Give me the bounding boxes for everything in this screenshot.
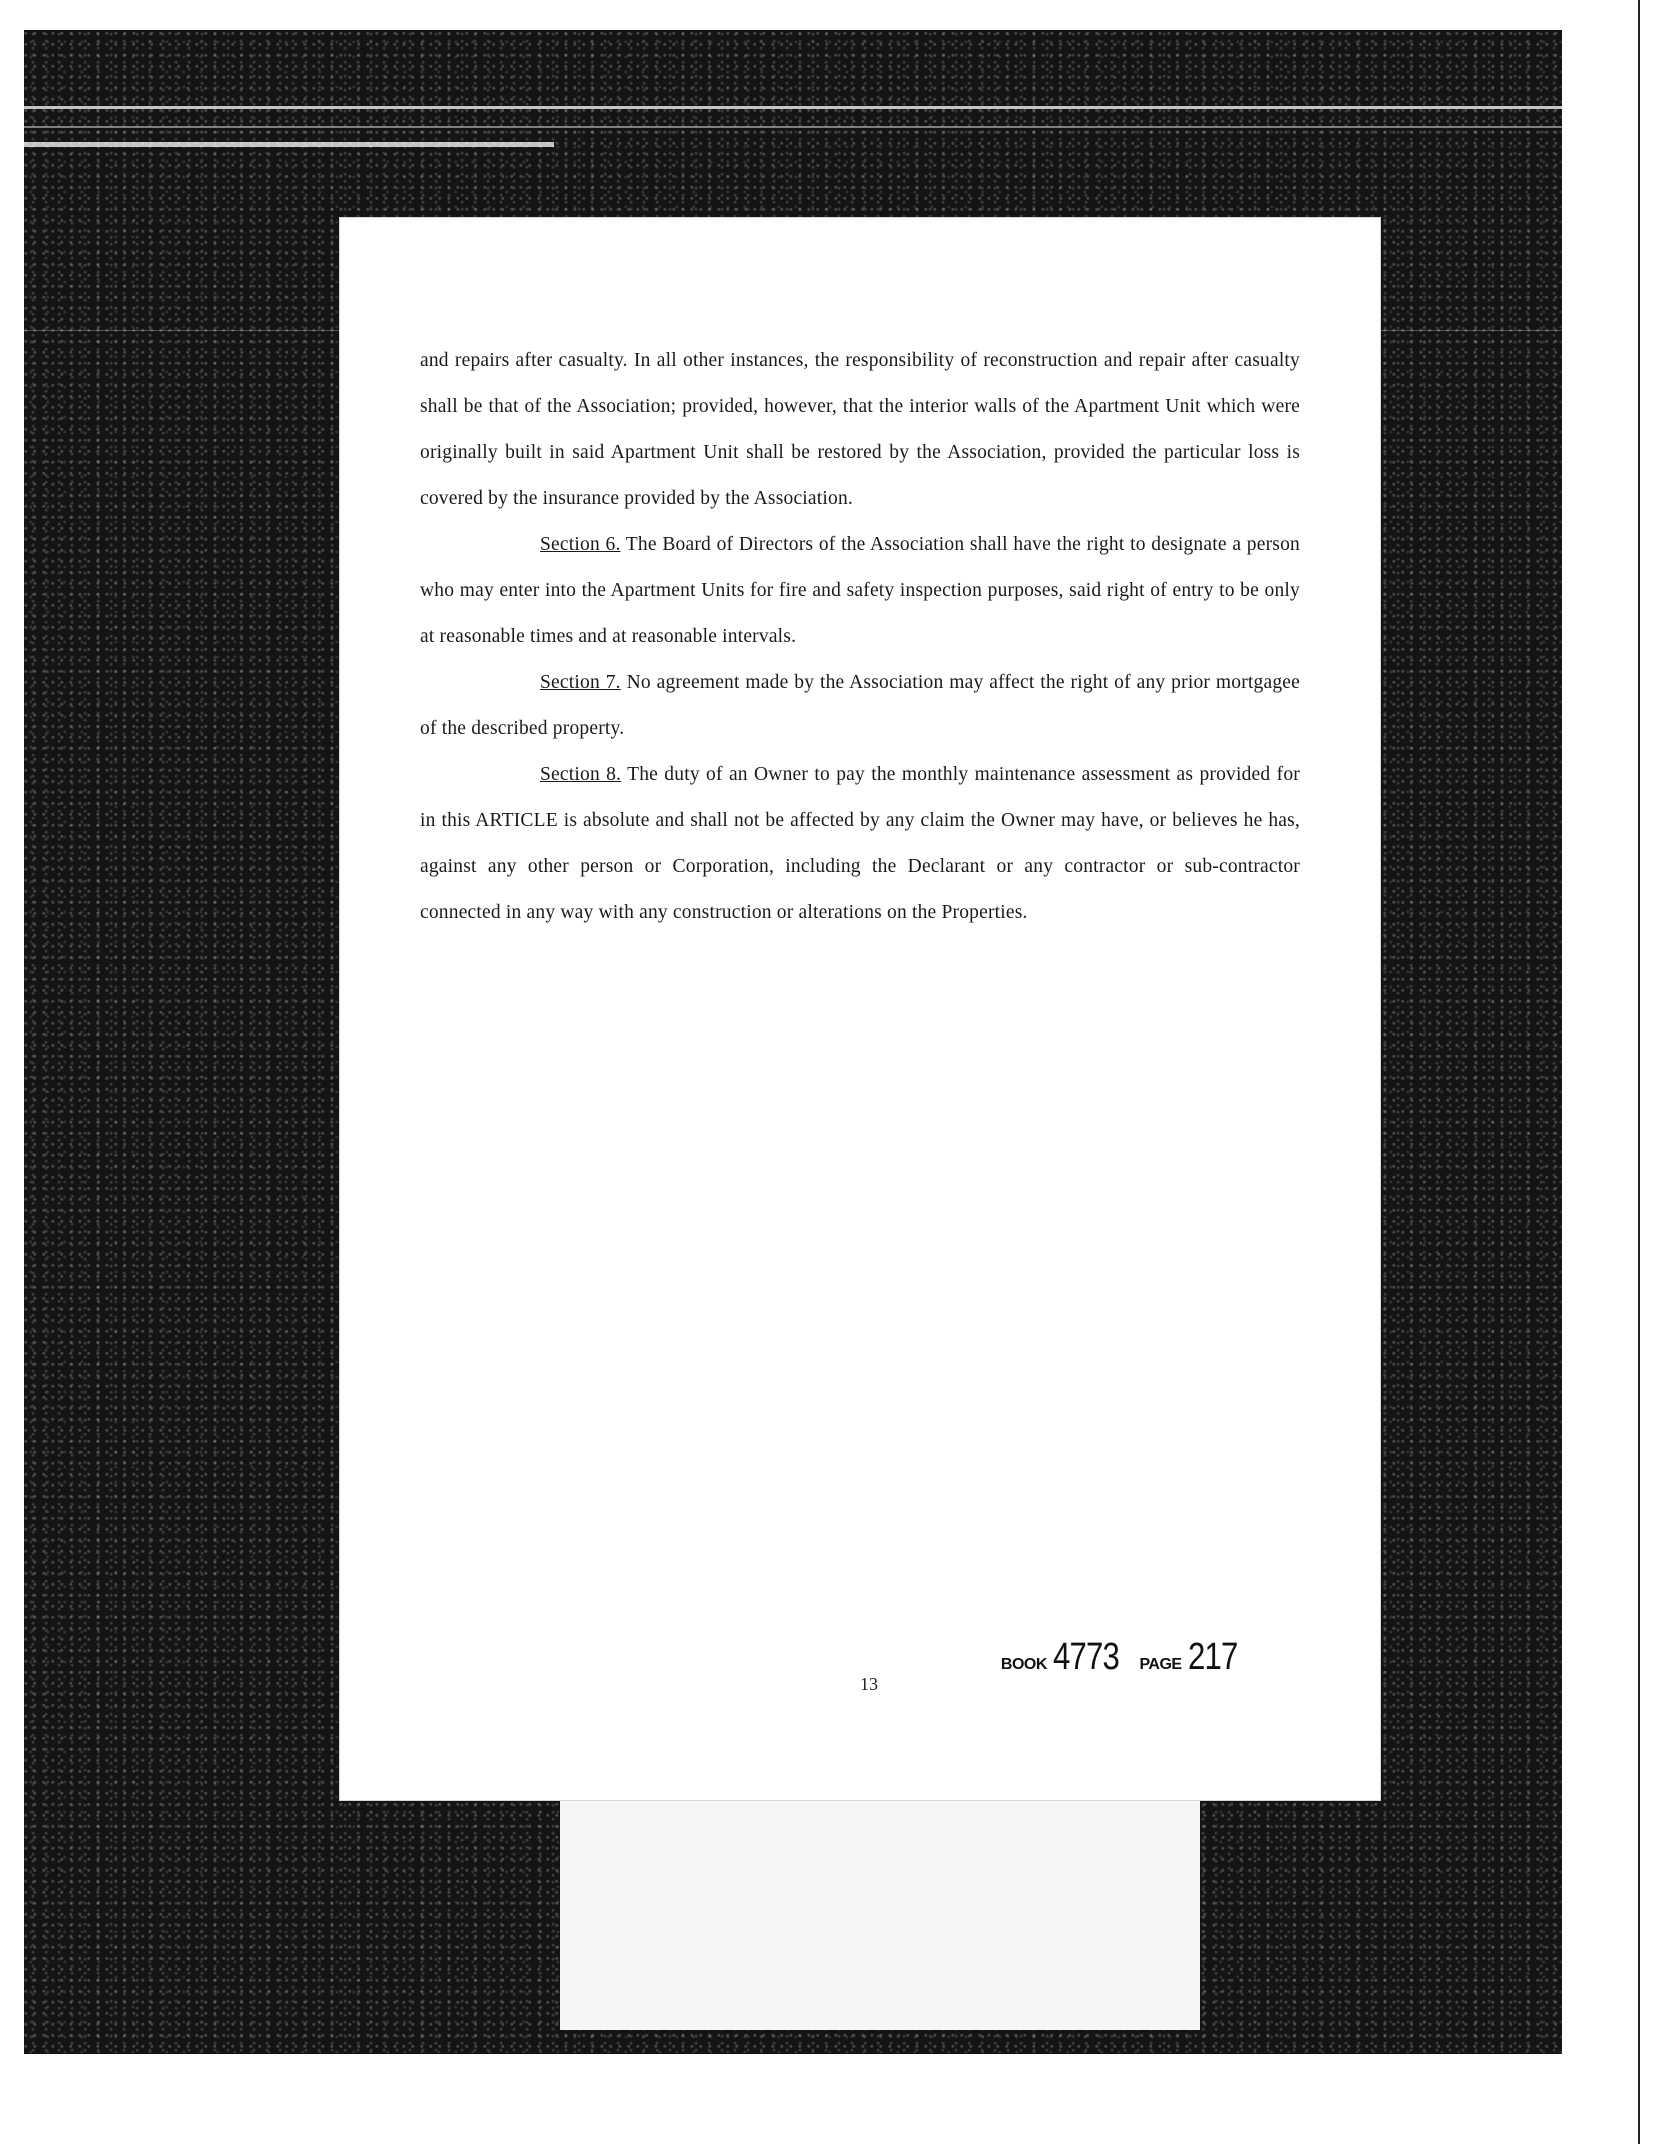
section-8-text: The duty of an Owner to pay the monthly maintenance assessment as provided for in this ARTICLE is absolute and shall not be affected by any claim the Owner may have, or believes he has, against any other person or Corporation, including the Declarant or any contractor or sub-contractor connected in any way with any construction or alterations on the Properties.: [420, 764, 1300, 923]
section-6-heading: Section 6.: [540, 534, 621, 555]
stamp-book-label: BOOK: [1000, 1656, 1047, 1673]
section-6-text: The Board of Directors of the Association shall have the right to designate a person who may enter into the Apartment Units for fire and safety inspection purposes, said right of entry to be only at reasonable times and at reasonable intervals.: [420, 534, 1300, 647]
body-text: [420, 338, 1300, 936]
section-8-heading: Section 8.: [540, 764, 622, 785]
stamp-page-number: 217: [1187, 1636, 1238, 1678]
scan-streak: [24, 126, 1562, 128]
section-7-text: No agreement made by the Association may affect the right of any prior mortgagee of the described property.: [420, 672, 1300, 739]
stamp-page-label: PAGE: [1139, 1656, 1182, 1673]
scan-edge-line: [1638, 0, 1640, 2144]
paragraph-text: and repairs after casualty. In all other instances, the responsibility of reconstruction and repair after casualty shall be that of the Association; provided, however, that the interior walls of the Apartment Unit which were originally built in said Apartment Unit shall be restored by the Association, provided the particular loss is covered by the insurance provided by the Association.: [420, 350, 1300, 509]
document-page: [340, 218, 1380, 1800]
scan-debris: [560, 1798, 1200, 2030]
stamp-book-number: 4773: [1052, 1636, 1119, 1678]
paragraph-section-6: [420, 522, 1300, 660]
paragraph-section-8: [420, 752, 1300, 936]
paragraph-section-7: [420, 660, 1300, 752]
section-7-heading: Section 7.: [540, 672, 621, 693]
scan-streak: [24, 142, 554, 147]
paragraph-casualty-repairs: [420, 338, 1300, 522]
scan-streak: [24, 106, 1562, 109]
recording-stamp: [1001, 1636, 1248, 1679]
page-number: 13: [860, 1674, 878, 1694]
